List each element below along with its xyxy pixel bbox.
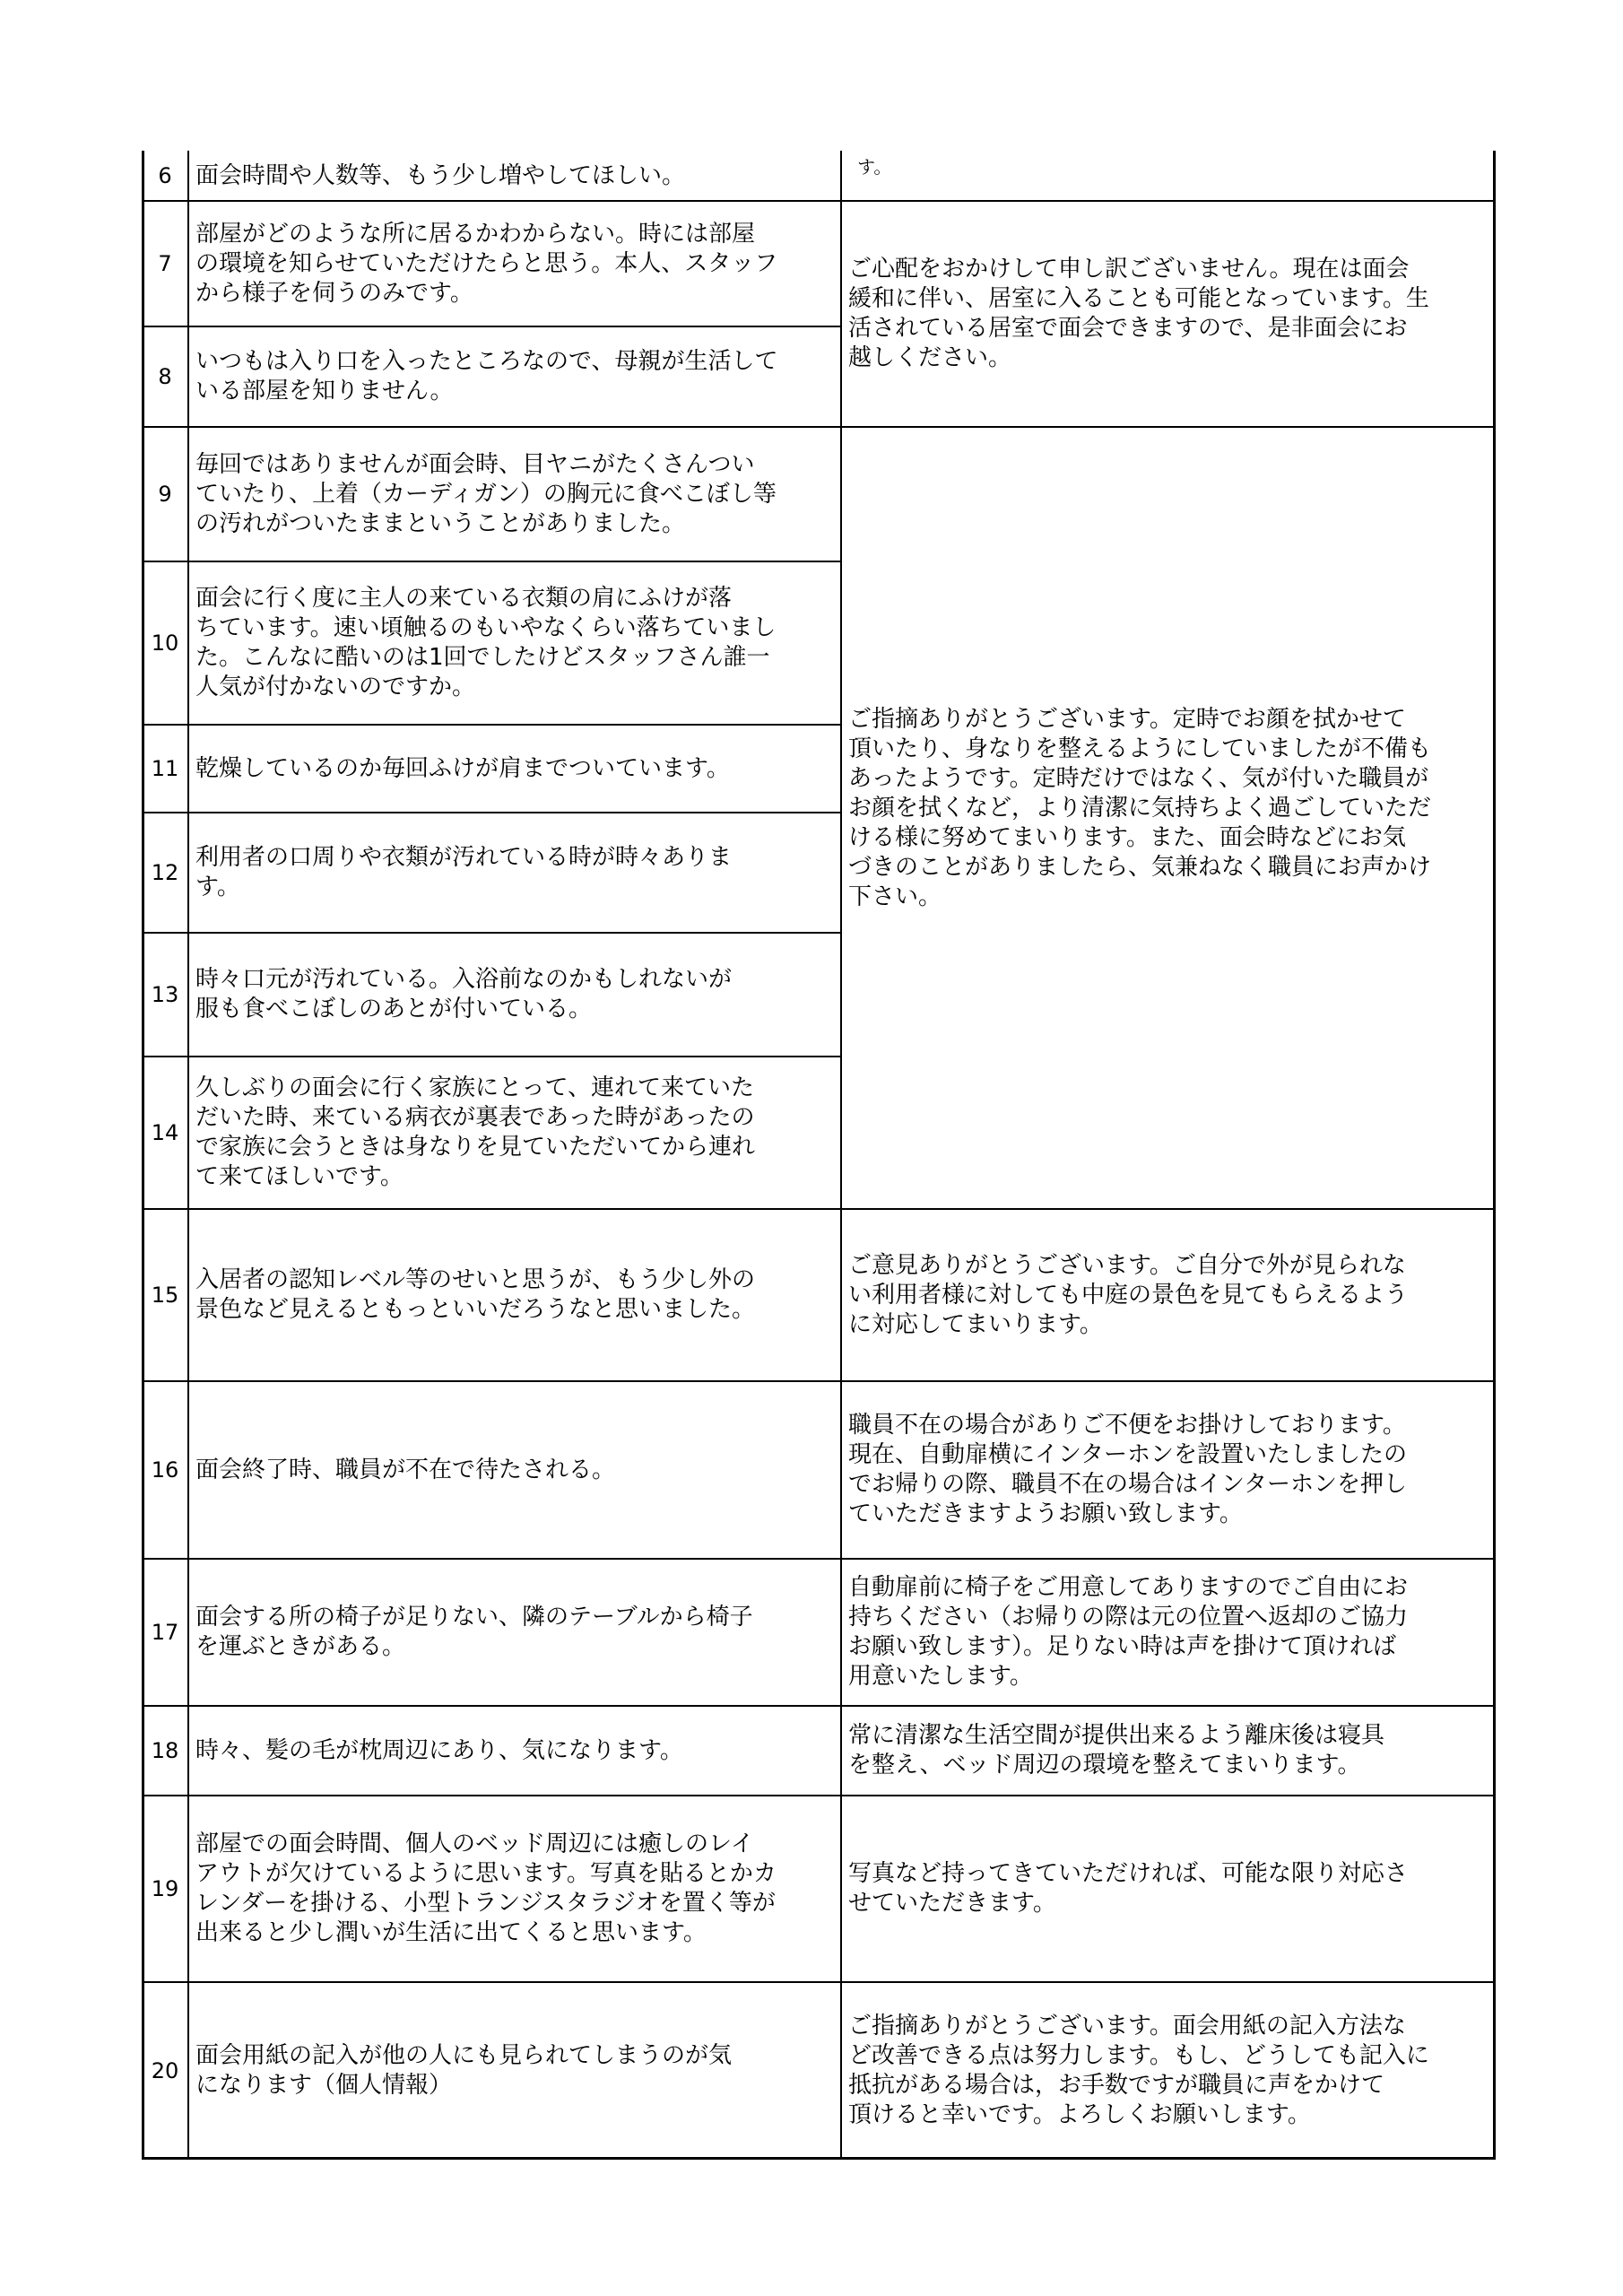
row-number <box>142 1559 188 1706</box>
reply-cell-text: 自動扉前に椅子をご用意してありますのでご自由にお 持ちください（お帰りの際は元の位置へ返却のご協力 お願い致します）。足りない時は声を掛けて頂ければ 用意いたします。 <box>848 1574 1409 1690</box>
comment-cell <box>188 1381 841 1559</box>
reply-cell <box>841 1381 1496 1559</box>
comment-cell <box>188 561 841 725</box>
row-number-text: 20 <box>151 2057 179 2083</box>
reply-cell <box>841 1796 1496 1982</box>
comment-cell <box>188 1559 841 1706</box>
reply-cell-text: ご意見ありがとうございます。ご自分で外が見られな い利用者様に対しても中庭の景色を見てもらえるよう に対応してまいります。 <box>848 1251 1409 1338</box>
comment-cell-text: 部屋での面会時間、個人のベッド周辺には癒しのレイ アウトが欠けているように思います。写真を貼るとかカ レンダーを掛ける、小型トランジスタラジオを置く等が 出来ると少し潤いが生活に出てくると思います。 <box>195 1831 777 1946</box>
row-number <box>142 813 188 933</box>
row-number-text: 8 <box>158 363 172 389</box>
row-number-text: 13 <box>151 981 179 1007</box>
row-number-text: 14 <box>151 1119 179 1145</box>
row-number <box>142 1796 188 1982</box>
comment-cell-text: 時々、髪の毛が枕周辺にあり、気になります。 <box>195 1736 683 1764</box>
comment-cell-text: いつもは入り口を入ったところなので、母親が生活して いる部屋を知りません。 <box>195 348 778 404</box>
reply-cell-text: ご指摘ありがとうございます。面会用紙の記入方法な ど改善できる点は努力します。もし、どうしても記入に 抵抗がある場合は，お手数ですが職員に声をかけて 頂けると幸いです。よろしくお願いします。 <box>848 2013 1429 2128</box>
comment-cell <box>188 725 841 813</box>
row-number <box>142 725 188 813</box>
row-number <box>142 1982 188 2160</box>
row-number-text: 18 <box>151 1737 179 1763</box>
row-number-text: 7 <box>158 250 172 276</box>
reply-cell-text: ご指摘ありがとうございます。定時でお顔を拭かせて 頂いたり、身なりを整えるようにしていましたが不備も あったようです。定時だけではなく、気が付いた職員が お顔を拭くなど，より清潔に気持ちよく過ごしていただ ける様に努めてまいります。また、面会時などにお気 づきのことがありましたら、気兼ねなく職員にお声かけ 下さい。 <box>848 706 1432 910</box>
carryover-fragment: す。 <box>857 156 892 178</box>
reply-cell <box>841 427 1496 1209</box>
comment-cell-text: 面会に行く度に主人の来ている衣類の肩にふけが落 ちています。速い頃触るのもいやなくらい落ちていまし た。こんなに酷いのは1回でしたけどスタッフさん誰一 人気が付かないのですか。 <box>195 585 777 700</box>
comment-cell-text: 部屋がどのような所に居るかわからない。時には部屋 の環境を知らせていただけたらと思う。本人、スタッフ から様子を伺うのみです。 <box>195 220 778 307</box>
row-number-text: 9 <box>158 481 172 507</box>
comment-cell <box>188 427 841 561</box>
comment-cell <box>188 1982 841 2160</box>
comment-cell-text: 久しぶりの面会に行く家族にとって、連れて来ていた だいた時、来ている病衣が裏表であった時があったの で家族に会うときは身なりを見ていただいてから連れ て来てほしいです。 <box>195 1074 756 1190</box>
comment-cell <box>188 1209 841 1381</box>
comment-cell <box>188 1706 841 1796</box>
row-number <box>142 1381 188 1559</box>
row-number-text: 6 <box>158 162 172 188</box>
row-number <box>142 561 188 725</box>
row-number <box>142 1057 188 1209</box>
row-number <box>142 933 188 1057</box>
comment-cell <box>188 1057 841 1209</box>
row-number <box>142 151 188 201</box>
reply-cell <box>841 201 1496 427</box>
reply-cell-text: ご心配をおかけして申し訳ございません。現在は面会 緩和に伴い、居室に入ることも可能となっています。生 活されている居室で面会できますので、是非面会にお 越しください。 <box>848 256 1429 371</box>
comment-cell <box>188 933 841 1057</box>
reply-cell-text: 職員不在の場合がありご不便をお掛けしております。 現在、自動扉横にインターホンを設置いたしましたの でお帰りの際、職員不在の場合はインターホンを押し ていただきますようお願い致します。 <box>848 1412 1407 1527</box>
comment-cell-text: 面会する所の椅子が足りない、隣のテーブルから椅子 を運ぶときがある。 <box>195 1604 753 1660</box>
reply-cell <box>841 1706 1496 1796</box>
comment-cell-text: 面会終了時、職員が不在で待たされる。 <box>195 1456 616 1483</box>
comment-cell <box>188 1796 841 1982</box>
row-number-text: 16 <box>151 1457 179 1483</box>
reply-cell <box>841 1559 1496 1706</box>
comment-cell-text: 面会時間や人数等、もう少し増やしてほしい。 <box>195 161 686 189</box>
row-number-text: 11 <box>151 755 179 781</box>
row-number <box>142 427 188 561</box>
row-number-text: 19 <box>151 1875 179 1901</box>
reply-cell <box>841 1982 1496 2160</box>
row-number <box>142 326 188 427</box>
row-number-text: 15 <box>151 1282 179 1308</box>
comment-cell <box>188 151 841 201</box>
comment-cell-text: 入居者の認知レベル等のせいと思うが、もう少し外の 景色など見えるともっといいだろうなと思いました。 <box>195 1266 756 1323</box>
row-number <box>142 1706 188 1796</box>
comment-cell <box>188 326 841 427</box>
comment-cell-text: 時々口元が汚れている。入浴前なのかもしれないが 服も食べこぼしのあとが付いている。 <box>195 966 733 1022</box>
comment-cell-text: 乾燥しているのか毎回ふけが肩までついています。 <box>195 754 730 782</box>
reply-cell-text: 常に清潔な生活空間が提供出来るよう離床後は寝具 を整え、ベッド周辺の環境を整えてまいります。 <box>848 1722 1385 1779</box>
reply-cell <box>841 1209 1496 1381</box>
row-number-text: 17 <box>151 1619 179 1645</box>
row-number <box>142 1209 188 1381</box>
comment-cell-text: 利用者の口周りや衣類が汚れている時が時々ありま す。 <box>195 844 733 900</box>
row-number-text: 12 <box>151 859 179 885</box>
comment-cell-text: 毎回ではありませんが面会時、目ヤニがたくさんつい ていたり、上着（カーディガン）の胸元に食べこぼし等 の汚れがついたままということがありました。 <box>195 450 777 537</box>
comment-cell <box>188 813 841 933</box>
comment-cell <box>188 201 841 326</box>
comment-cell-text: 面会用紙の記入が他の人にも見られてしまうのが気 になります（個人情報） <box>195 2042 733 2099</box>
reply-cell-text: 写真など持ってきていただければ、可能な限り対応さ せていただきます。 <box>848 1860 1409 1917</box>
feedback-table <box>142 151 1496 2160</box>
row-number <box>142 201 188 326</box>
row-number-text: 10 <box>151 630 179 656</box>
